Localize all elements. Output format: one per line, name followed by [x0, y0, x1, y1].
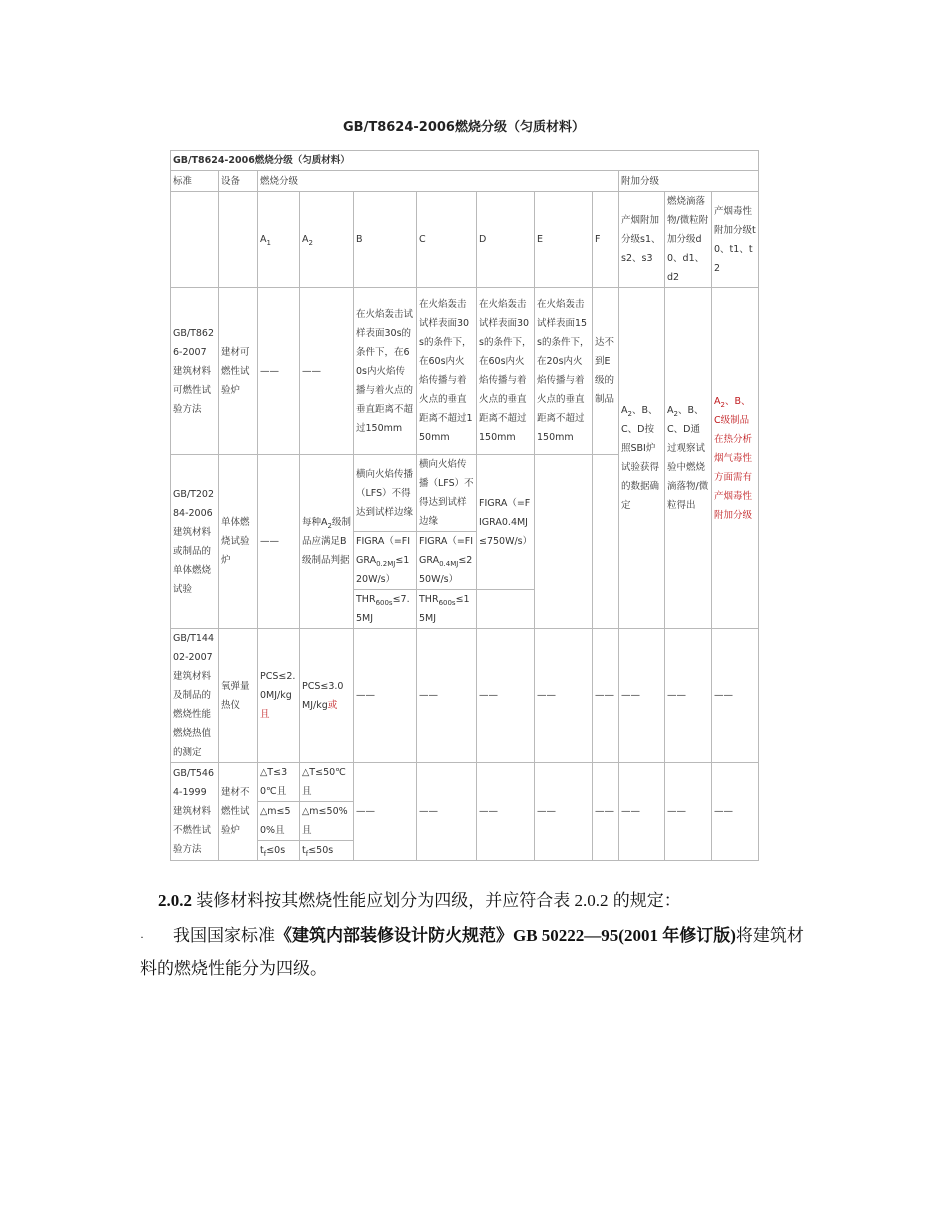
- blank-cell: [171, 192, 219, 288]
- blank-cell: [219, 192, 258, 288]
- class-e: E: [535, 192, 593, 288]
- r3-a2: PCS≤3.0MJ/kg或: [300, 629, 354, 763]
- r4-smoke: ——: [619, 763, 665, 861]
- header-additional-class: 附加分级: [619, 171, 759, 192]
- r4-b: ——: [354, 763, 417, 861]
- r1-equipment: 建材可燃性试验炉: [219, 288, 258, 455]
- additional-drip: 燃烧滴落物/微粒附加分级d0、d1、d2: [665, 192, 712, 288]
- r2-d-empty: [477, 590, 535, 629]
- r2-f: [593, 455, 619, 629]
- class-a2: $A_2$: [300, 192, 354, 288]
- r2-a1: ——: [258, 455, 300, 629]
- r4-a2-tf: $t_f\le 50s$: [300, 841, 354, 861]
- r2-c-figra: $FIGRA(=FIGRA_{0.4MJ}\le 250W/s)$: [417, 532, 477, 590]
- r4-toxic: ——: [712, 763, 759, 861]
- header-equipment: 设备: [219, 171, 258, 192]
- r2-e: [535, 455, 593, 629]
- r2-b-thr: $THR_{600s}\le 7.5MJ$: [354, 590, 417, 629]
- paragraph-standard-note: [140, 920, 820, 984]
- r3-e: ——: [535, 629, 593, 763]
- add-drip-desc: $A_2$、B、C、D通过观察试验中燃烧滴落物/微粒得出: [665, 288, 712, 629]
- r2-c-lfs: 横向火焰传播（LFS）不得达到试样边缘: [417, 455, 477, 532]
- r4-standard: GB/T5464-1999建筑材料不燃性试验方法: [171, 763, 219, 861]
- r3-standard: GB/T14402-2007建筑材料及制品的燃烧性能燃烧热值的测定: [171, 629, 219, 763]
- r2-b-figra: $FIGRA(=FIGRA_{0.2MJ}\le 120W/s)$: [354, 532, 417, 590]
- r1-d: 在火焰轰击试样表面30s的条件下，在60s内火焰传播与着火点的垂直距离不超过150mm: [477, 288, 535, 455]
- r4-drip: ——: [665, 763, 712, 861]
- header-standard: 标准: [171, 171, 219, 192]
- table-header-title: GB/T8624-2006燃烧分级（匀质材料）: [171, 151, 759, 171]
- note-standard-name: 《建筑内部装修设计防火规范》GB 50222—95(2001 年修订版): [275, 926, 736, 945]
- r2-d-figra: FIGRA（=FIGRA0.4MJ≤750W/s）: [477, 455, 535, 590]
- r1-standard: GB/T8626-2007建筑材料可燃性试验方法: [171, 288, 219, 455]
- r2-b-lfs: 横向火焰传播（LFS）不得达到试样边缘: [354, 455, 417, 532]
- r2-a2: 每种$A_2$级制品应满足B级制品判据: [300, 455, 354, 629]
- r4-a1-m: △m≤50%且: [258, 802, 300, 841]
- r4-f: ——: [593, 763, 619, 861]
- note-suffix: 将建筑材料的燃烧性能分为四级。: [140, 926, 804, 978]
- r3-f: ——: [593, 629, 619, 763]
- add-smoke-desc: $A_2$、B、C、D按照SBI炉试验获得的数据确定: [619, 288, 665, 629]
- r1-a2: ——: [300, 288, 354, 455]
- table-caption: GB/T8624-2006燃烧分级（匀质材料）: [343, 120, 585, 135]
- bullet-marker: ·: [140, 930, 144, 944]
- add-toxic-desc: $A_2$、B、C级制品在热分析烟气毒性方面需有产烟毒性附加分级: [712, 288, 759, 629]
- r1-c: 在火焰轰击试样表面30s的条件下，在60s内火焰传播与着火点的垂直距离不超过150mm: [417, 288, 477, 455]
- r3-b: ——: [354, 629, 417, 763]
- r4-d: ——: [477, 763, 535, 861]
- r3-drip: ——: [665, 629, 712, 763]
- class-d: D: [477, 192, 535, 288]
- clause-number: 2.0.2: [158, 891, 192, 910]
- r3-toxic: ——: [712, 629, 759, 763]
- r4-c: ——: [417, 763, 477, 861]
- r1-f: 达不到E级的制品: [593, 288, 619, 455]
- r2-equipment: 单体燃烧试验炉: [219, 455, 258, 629]
- r3-smoke: ——: [619, 629, 665, 763]
- clause-text: 装修材料按其燃烧性能应划分为四级，并应符合表 2.0.2 的规定：: [192, 891, 681, 910]
- r4-a1-t: △T≤30℃且: [258, 763, 300, 802]
- r1-e: 在火焰轰击试样表面15s的条件下，在20s内火焰传播与着火点的垂直距离不超过150mm: [535, 288, 593, 455]
- note-prefix: 我国国家标准: [173, 926, 275, 945]
- r3-a1: PCS≤2.0MJ/kg且: [258, 629, 300, 763]
- r3-c: ——: [417, 629, 477, 763]
- paragraph-2-0-2: [158, 886, 798, 911]
- combustion-classification-table: [170, 150, 759, 861]
- r4-a2-t: △T≤50℃且: [300, 763, 354, 802]
- additional-smoke: 产烟附加分级s1、s2、s3: [619, 192, 665, 288]
- additional-toxic: 产烟毒性附加分级t0、t1、t2: [712, 192, 759, 288]
- class-f: F: [593, 192, 619, 288]
- class-c: C: [417, 192, 477, 288]
- r4-e: ——: [535, 763, 593, 861]
- r1-a1: ——: [258, 288, 300, 455]
- r3-d: ——: [477, 629, 535, 763]
- r4-a2-m: △m≤50%且: [300, 802, 354, 841]
- class-a1: $A_1$: [258, 192, 300, 288]
- class-b: B: [354, 192, 417, 288]
- header-combustion-class: 燃烧分级: [258, 171, 619, 192]
- r1-b: 在火焰轰击试样表面30s的条件下，在60s内火焰传播与着火点的垂直距离不超过150mm: [354, 288, 417, 455]
- r3-equipment: 氧弹量热仪: [219, 629, 258, 763]
- r4-a1-tf: $t_f\le 0s$: [258, 841, 300, 861]
- r4-equipment: 建材不燃性试验炉: [219, 763, 258, 861]
- r2-standard: GB/T20284-2006建筑材料或制品的单体燃烧试验: [171, 455, 219, 629]
- r2-c-thr: $THR_{600s}\le 15MJ$: [417, 590, 477, 629]
